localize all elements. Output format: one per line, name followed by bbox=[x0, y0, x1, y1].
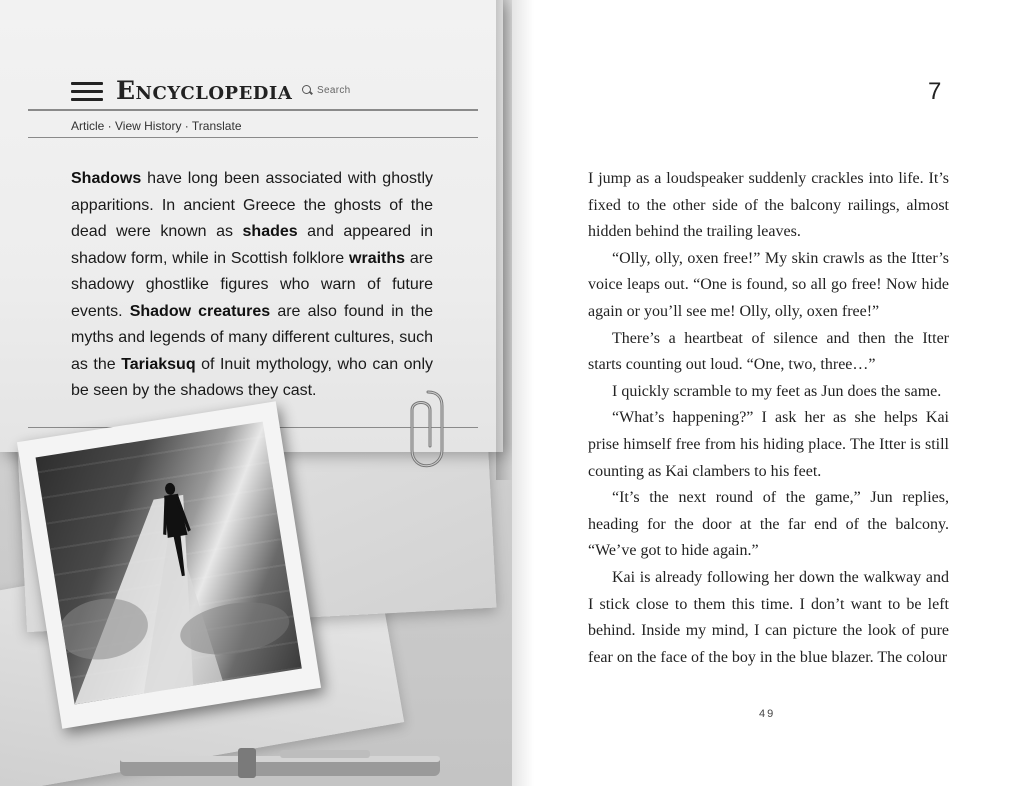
article-keyword: shades bbox=[242, 223, 298, 240]
chapter-number: 7 bbox=[928, 78, 942, 105]
gutter-shadow bbox=[512, 0, 534, 786]
article-text-run: and appeared in shadow form, while in Scottish folklore bbox=[71, 223, 433, 267]
search-box bbox=[302, 85, 351, 96]
story-paragraph: Kai is already following her down the walkway and I stick close to them this time. I don’t want to be left behind. Inside my mind, I can picture the look of pure fear on the face of the boy in the blue blazer. The colour bbox=[588, 568, 949, 666]
article-text-run: are also found in the myths and legends of many different cultures, such as the bbox=[71, 302, 433, 373]
article-keyword: wraiths bbox=[349, 249, 406, 267]
tabs-rule bbox=[28, 137, 478, 138]
encyclopedia-sheet bbox=[0, 0, 503, 452]
hamburger-menu-icon bbox=[71, 82, 103, 102]
search-icon bbox=[302, 85, 313, 96]
article-text-run: of Inuit mythology, who can only be seen by the shadows they cast. bbox=[71, 355, 433, 399]
story-paragraph: I quickly scramble to my feet as Jun does the same. bbox=[612, 382, 942, 400]
article-keyword: Shadows bbox=[71, 170, 142, 187]
sheet-shadow bbox=[496, 0, 512, 480]
search-placeholder: Search bbox=[317, 85, 351, 96]
header-rule bbox=[28, 109, 478, 111]
story-text bbox=[588, 166, 949, 671]
shadow-figure-photo bbox=[36, 422, 302, 705]
story-paragraph: “It’s the next round of the game,” Jun replies, heading for the door at the far end of the balcony. “We’ve got to hide again.” bbox=[588, 489, 949, 560]
pen-icon bbox=[120, 742, 440, 786]
story-paragraph: “What’s happening?” I ask her as she helps Kai prise himself free from his hiding place. The Itter is still counting as Kai clambers to his feet. bbox=[588, 409, 949, 480]
story-paragraph: I jump as a loudspeaker suddenly crackles into life. It’s fixed to the other side of the balcony railings, almost hidden behind the trailing leaves. bbox=[588, 170, 949, 241]
paperclip-icon bbox=[398, 388, 450, 480]
article-text-run: have long been associated with ghostly apparitions. In ancient Greece the ghosts of the dead were known as bbox=[71, 170, 433, 240]
story-paragraph: “Olly, olly, oxen free!” My skin crawls as the Itter’s voice leaps out. “One is found, so all go free! Now hide again or you’ll see me! Olly, olly, oxen free!” bbox=[588, 249, 949, 320]
encyclopedia-title: Encyclopedia bbox=[116, 76, 293, 105]
article-keyword: Tariaksuq bbox=[121, 355, 196, 373]
page-number: 49 bbox=[759, 708, 776, 720]
polaroid-photo bbox=[17, 401, 321, 728]
article-text-run: are shadowy ghostlike figures who warn of future events. bbox=[71, 249, 433, 320]
story-paragraph: There’s a heartbeat of silence and then the Itter starts counting out loud. “One, two, three…” bbox=[588, 329, 949, 374]
article-tabs: Article · View History · Translate bbox=[71, 119, 242, 133]
article-keyword: Shadow creatures bbox=[129, 302, 271, 320]
article-text bbox=[71, 166, 433, 405]
